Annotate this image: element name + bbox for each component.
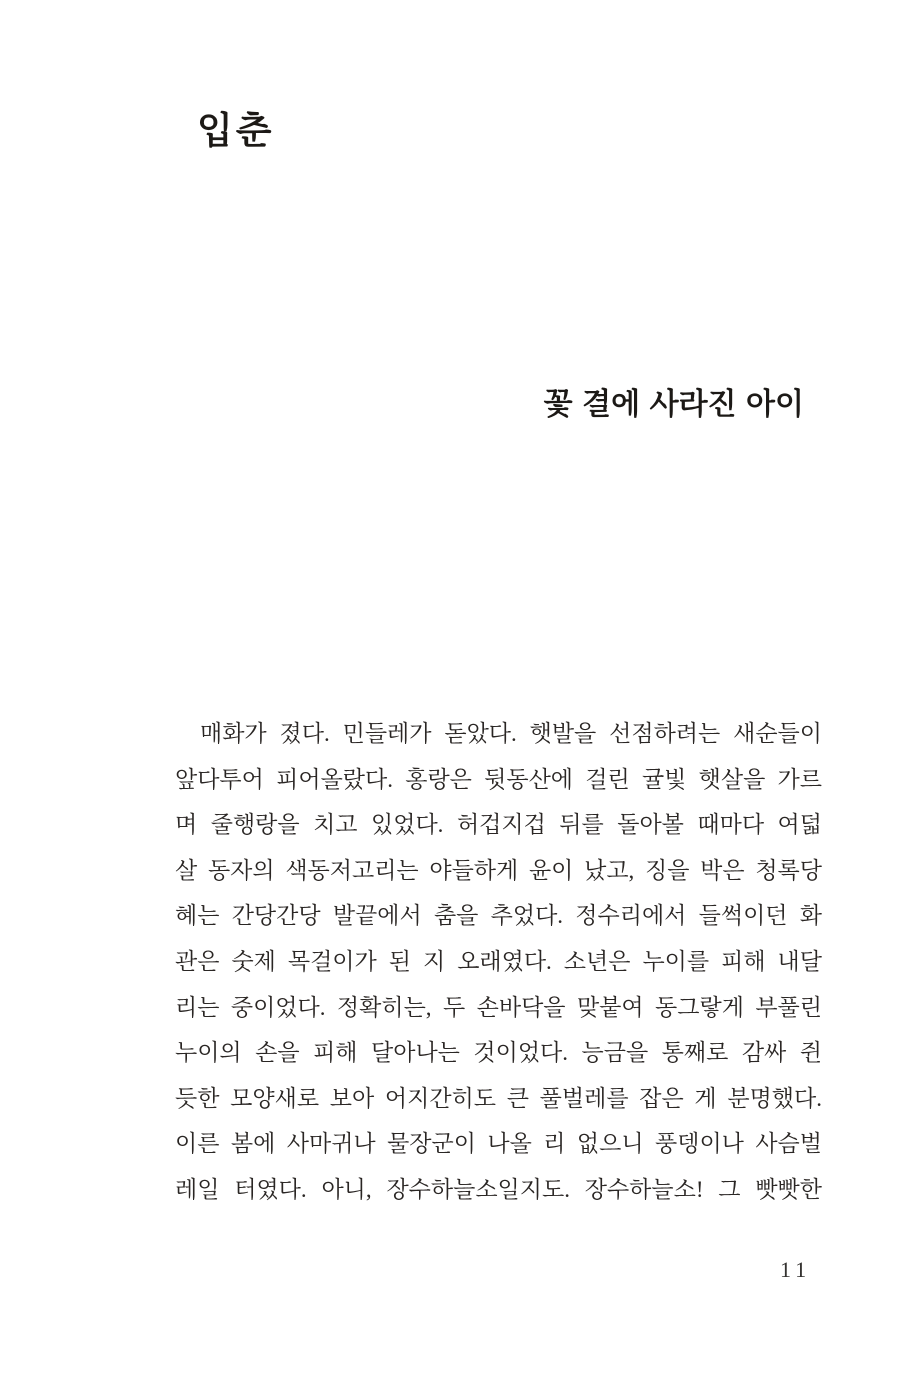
body-text-line: 이른 봄에 사마귀나 물장군이 나올 리 없으니 풍뎅이나 사슴벌 bbox=[175, 1131, 822, 1157]
body-text-line: 며 줄행랑을 치고 있었다. 허겁지겁 뒤를 돌아볼 때마다 여덟 bbox=[175, 812, 822, 838]
body-text bbox=[175, 711, 822, 1213]
body-text-line: 관은 숫제 목걸이가 된 지 오래였다. 소년은 누이를 피해 내달 bbox=[175, 948, 822, 974]
body-text-line: 듯한 모양새로 보아 어지간히도 큰 풀벌레를 잡은 게 분명했다. bbox=[175, 1085, 822, 1111]
body-text-line: 누이의 손을 피해 달아나는 것이었다. 능금을 통째로 감싸 쥔 bbox=[175, 1040, 822, 1066]
body-text-line: 살 동자의 색동저고리는 야들하게 윤이 났고, 징을 박은 청록당 bbox=[175, 857, 822, 883]
body-text-line: 레일 터였다. 아니, 장수하늘소일지도. 장수하늘소! 그 빳빳한 bbox=[175, 1176, 822, 1202]
section-title: 꽃 결에 사라진 아이 bbox=[543, 388, 804, 421]
body-text-line: 혜는 간당간당 발끝에서 춤을 추었다. 정수리에서 들썩이던 화 bbox=[175, 903, 822, 929]
body-text-line: 앞다투어 피어올랐다. 홍랑은 뒷동산에 걸린 귤빛 햇살을 가르 bbox=[175, 766, 822, 792]
page-number: 11 bbox=[780, 1257, 812, 1282]
body-text-line: 리는 중이었다. 정확히는, 두 손바닥을 맞붙여 동그랗게 부풀린 bbox=[175, 994, 822, 1020]
body-text-line: 매화가 졌다. 민들레가 돋았다. 햇발을 선점하려는 새순들이 bbox=[200, 721, 822, 746]
chapter-title: 입춘 bbox=[197, 111, 275, 152]
